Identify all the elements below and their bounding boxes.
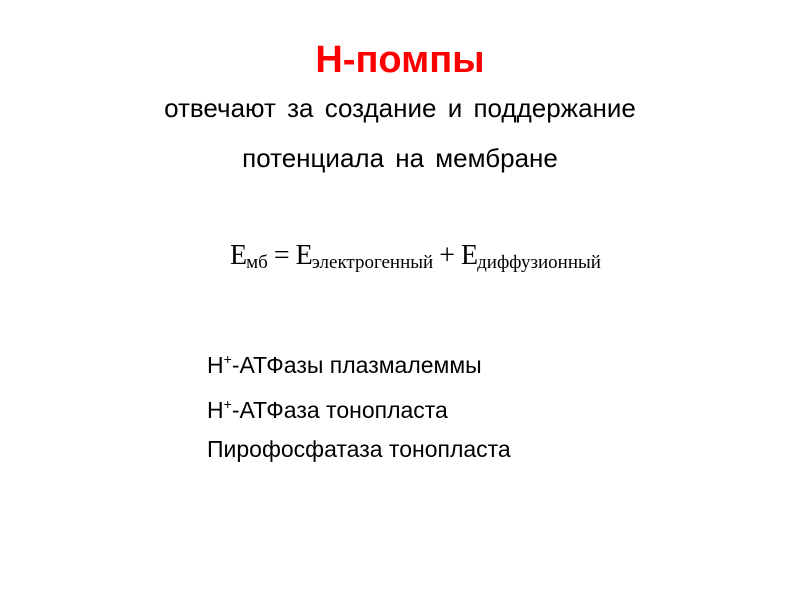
list-item-text: -АТФаза тонопласта: [231, 397, 448, 423]
list-item-prefix: H: [207, 397, 224, 423]
list-item-prefix: H: [207, 352, 224, 378]
formula-lhs-subscript: мб: [246, 252, 268, 273]
list-item-plasmalemma-atpase: [207, 344, 511, 389]
formula-equals: =: [273, 240, 290, 271]
formula-lhs-symbol: E: [230, 240, 248, 271]
list-item-superscript: +: [223, 396, 232, 412]
list-item-tonoplast-pyrophosphatase: [207, 434, 511, 479]
list-item-text: Пирофосфатаза тонопласта: [207, 436, 511, 462]
formula-term1-symbol: E: [295, 240, 313, 271]
formula-term1-subscript: электрогенный: [311, 252, 434, 273]
subtitle-line-2: потенциала на мембране: [242, 143, 558, 173]
list-item-superscript: +: [223, 351, 232, 367]
formula-plus: +: [439, 240, 456, 271]
formula-term2-symbol: E: [461, 240, 479, 271]
membrane-potential-formula: [230, 238, 601, 281]
pump-list: [207, 344, 511, 479]
subtitle-line-1: отвечают за создание и поддержание: [164, 93, 636, 123]
list-item-text: -АТФазы плазмалеммы: [231, 352, 482, 378]
list-item-tonoplast-atpase: [207, 389, 511, 434]
formula-term2-subscript: диффузионный: [477, 252, 601, 273]
slide-title: Н-помпы: [315, 39, 485, 81]
